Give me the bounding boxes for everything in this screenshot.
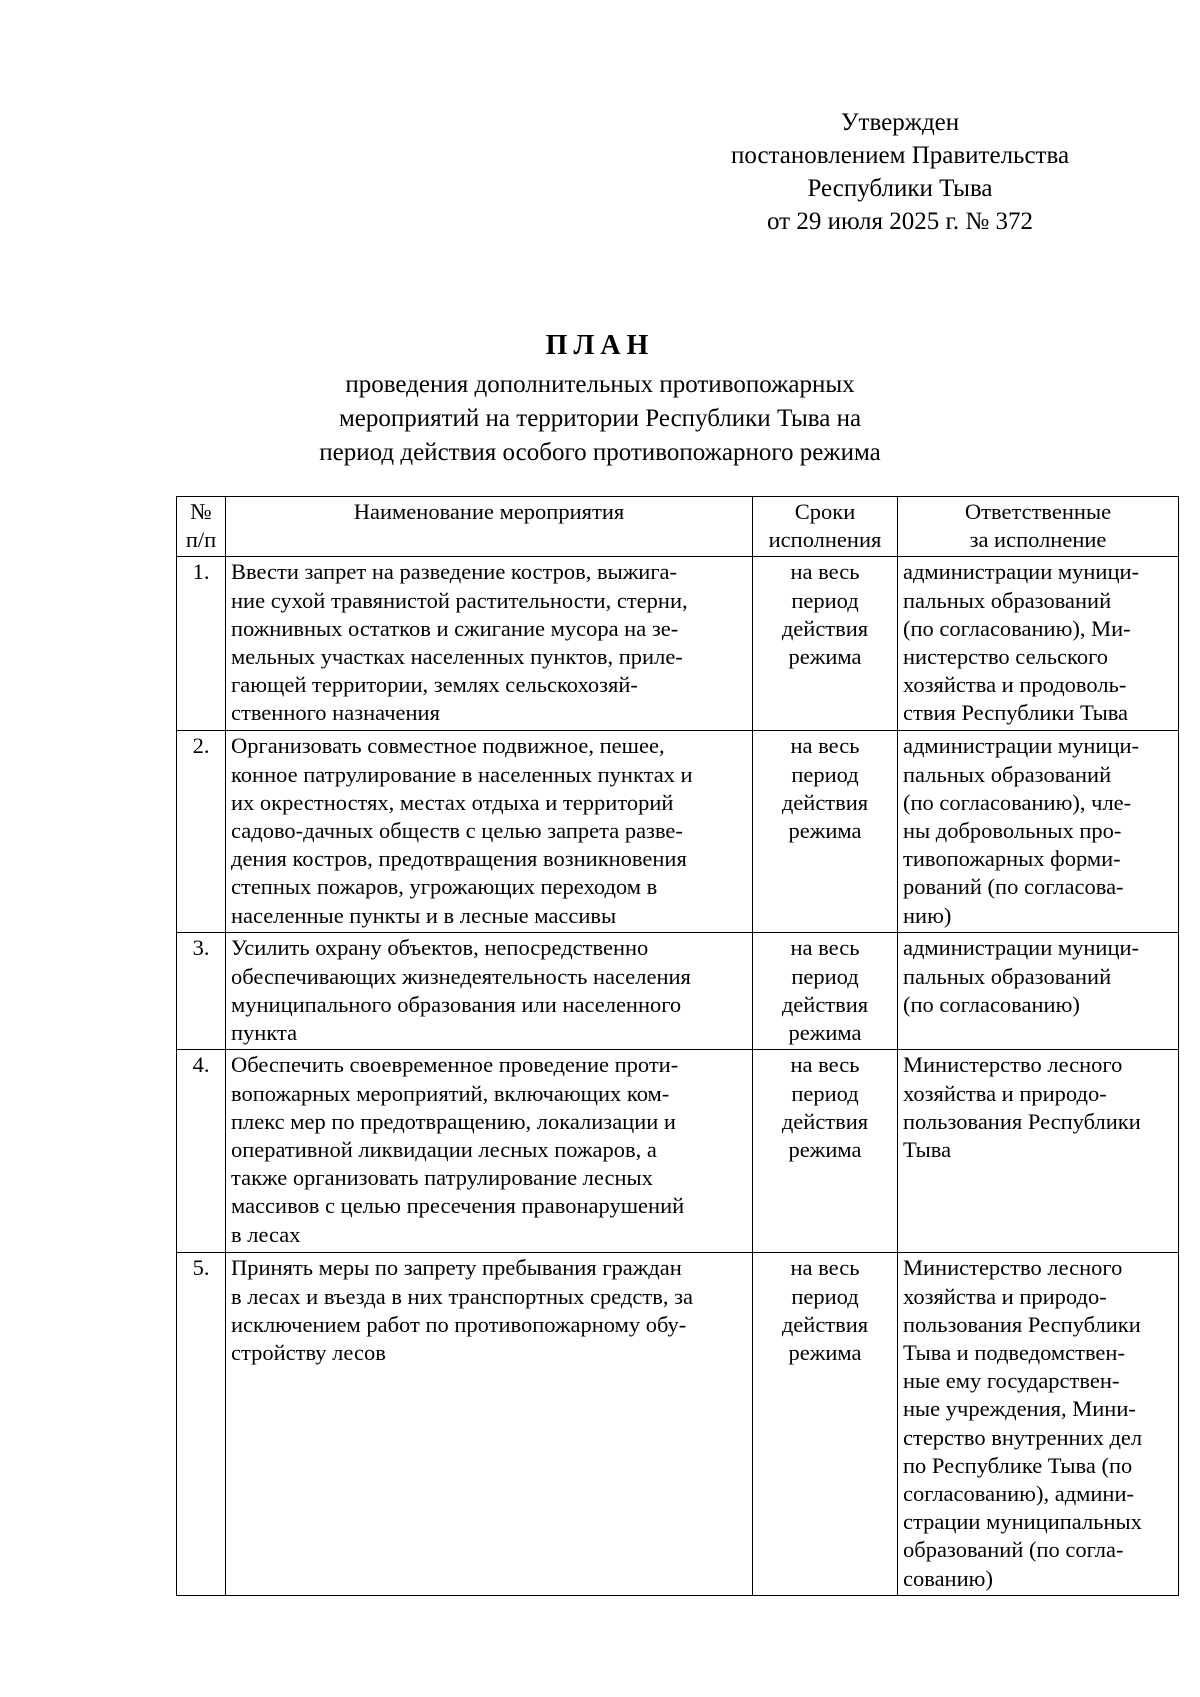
cell-line: Ответственные — [964, 499, 1112, 524]
cell-line: ные ему государствен- — [903, 1368, 1120, 1394]
header-name — [226, 497, 753, 557]
cell-line: период — [791, 587, 859, 613]
cell-line: обеспечивающих жизнедеятельность населения — [231, 963, 691, 989]
cell-line: Обеспечить своевременное проведение проти- — [231, 1052, 679, 1078]
cell-line: действия — [781, 1311, 869, 1337]
cell-line: дения костров, предотвращения возникновения — [231, 846, 687, 872]
cell-line: оперативной ликвидации лесных пожаров, а — [231, 1137, 657, 1163]
measure-term — [753, 1050, 898, 1253]
cell-line: режима — [788, 644, 862, 670]
table-row — [177, 933, 1179, 1050]
cell-line: администрации муници- — [903, 733, 1140, 759]
approval-line: Утвержден — [840, 109, 960, 136]
row-number: 2. — [177, 731, 226, 933]
cell-line: режима — [788, 1137, 862, 1163]
cell-line: действия — [781, 1108, 869, 1134]
cell-line: в лесах — [231, 1221, 301, 1247]
cell-line: ние сухой травянистой растительности, стерни, — [231, 587, 688, 613]
cell-line: Наименование мероприятия — [353, 499, 625, 524]
cell-line: хозяйства и продоволь- — [903, 672, 1127, 698]
table-row — [177, 557, 1179, 731]
header-responsible — [898, 497, 1179, 557]
cell-line: по Республике Тыва (по — [903, 1452, 1133, 1478]
cell-line: режима — [788, 1340, 862, 1366]
measure-term — [753, 933, 898, 1050]
cell-line: период — [791, 1080, 859, 1106]
cell-line: на весь — [790, 935, 860, 961]
cell-line: Сроки — [794, 499, 856, 524]
measure-name — [226, 1050, 753, 1253]
cell-line: Усилить охрану объектов, непосредственно — [231, 935, 649, 961]
document-subtitle — [0, 368, 1200, 470]
cell-line: на весь — [790, 1052, 860, 1078]
cell-line: гающей территории, землях сельскохозяй- — [231, 672, 638, 698]
subtitle-line: проведения дополнительных противопожарных — [345, 371, 855, 398]
approval-stamp — [690, 106, 1110, 238]
cell-line: нистерство сельского — [903, 644, 1108, 670]
cell-line: администрации муници- — [903, 935, 1140, 961]
measure-responsible — [898, 1253, 1179, 1596]
cell-line: ствия Республики Тыва — [903, 700, 1129, 726]
cell-line: пальных образований — [903, 761, 1112, 787]
cell-line: действия — [781, 789, 869, 815]
table-header-row — [177, 497, 1179, 557]
cell-line: период — [791, 761, 859, 787]
header-num — [177, 497, 226, 557]
cell-line: режима — [788, 1020, 862, 1046]
cell-line: администрации муници- — [903, 559, 1140, 585]
measure-term — [753, 1253, 898, 1596]
cell-line: на весь — [790, 1255, 860, 1281]
cell-line: (по согласованию), чле- — [903, 789, 1132, 815]
cell-line: пункта — [231, 1020, 298, 1046]
measure-name — [226, 933, 753, 1050]
cell-line: сованию) — [903, 1565, 993, 1591]
cell-line: населенные пункты и в лесные массивы — [231, 902, 617, 928]
cell-line: пользования Республики — [903, 1311, 1141, 1337]
cell-line: за исполнение — [969, 527, 1107, 553]
cell-line: также организовать патрулирование лесных — [231, 1165, 653, 1191]
measure-responsible — [898, 1050, 1179, 1253]
cell-line: (по согласованию) — [903, 991, 1080, 1017]
cell-line: садово-дачных обществ с целью запрета разве- — [231, 818, 683, 844]
cell-line: образований (по согла- — [903, 1537, 1124, 1563]
measure-term — [753, 557, 898, 731]
cell-line: их окрестностях, местах отдыха и территорий — [231, 789, 674, 815]
plan-table — [176, 496, 1179, 1596]
cell-line: ны добровольных про- — [903, 818, 1122, 844]
cell-line: п/п — [185, 527, 217, 553]
cell-line: Министерство лесного — [903, 1052, 1123, 1078]
header-term — [753, 497, 898, 557]
cell-line: стройству лесов — [231, 1340, 386, 1366]
cell-line: плекс мер по предотвращению, локализации и — [231, 1108, 676, 1134]
cell-line: Тыва и подведомствен- — [903, 1340, 1125, 1366]
cell-line: Организовать совместное подвижное, пешее, — [231, 733, 665, 759]
cell-line: стерство внутренних дел — [903, 1424, 1143, 1450]
subtitle-line: период действия особого противопожарного режима — [319, 439, 881, 466]
subtitle-line: мероприятий на территории Республики Тыва на — [338, 405, 862, 432]
approval-line: постановлением Правительства — [730, 142, 1070, 169]
cell-line: в лесах и въезда в них транспортных средств, за — [231, 1283, 693, 1309]
approval-line: Республики Тыва — [807, 175, 993, 202]
measure-name — [226, 731, 753, 933]
cell-line: согласованию), админи- — [903, 1481, 1135, 1507]
cell-line: исключением работ по противопожарному обу- — [231, 1311, 687, 1337]
cell-line: мельных участках населенных пунктов, приле- — [231, 644, 683, 670]
measure-responsible — [898, 933, 1179, 1050]
cell-line: режима — [788, 818, 862, 844]
approval-date: от 29 июля 2025 г. № 372 — [766, 208, 1034, 235]
cell-line: на весь — [790, 559, 860, 585]
cell-line: тивопожарных форми- — [903, 846, 1121, 872]
measure-responsible — [898, 557, 1179, 731]
cell-line: пожнивных остатков и сжигание мусора на зе- — [231, 615, 679, 641]
measure-name — [226, 557, 753, 731]
cell-line: страции муниципальных — [903, 1509, 1142, 1535]
cell-line: пользования Республики — [903, 1108, 1141, 1134]
cell-line: Тыва — [903, 1137, 952, 1163]
row-number: 1. — [177, 557, 226, 731]
cell-line: хозяйства и природо- — [903, 1080, 1107, 1106]
table-row — [177, 731, 1179, 933]
cell-line: рований (по согласова- — [903, 874, 1124, 900]
cell-line: нию) — [903, 902, 952, 928]
cell-line: № — [190, 499, 212, 524]
cell-line: действия — [781, 615, 869, 641]
cell-line: на весь — [790, 733, 860, 759]
cell-line: действия — [781, 991, 869, 1017]
cell-line: (по согласованию), Ми- — [903, 615, 1131, 641]
cell-line: период — [791, 963, 859, 989]
cell-line: исполнения — [768, 527, 882, 553]
cell-line: пальных образований — [903, 587, 1112, 613]
table-row — [177, 1253, 1179, 1596]
row-number: 3. — [177, 933, 226, 1050]
cell-line: конное патрулирование в населенных пунктах и — [231, 761, 693, 787]
document-title: ПЛАН — [545, 330, 655, 361]
row-number: 4. — [177, 1050, 226, 1253]
cell-line: ные учреждения, Мини- — [903, 1396, 1136, 1422]
row-number: 5. — [177, 1253, 226, 1596]
cell-line: Ввести запрет на разведение костров, выжига- — [231, 559, 678, 585]
measure-term — [753, 731, 898, 933]
cell-line: степных пожаров, угрожающих переходом в — [231, 874, 658, 900]
cell-line: массивов с целью пресечения правонарушений — [231, 1193, 685, 1219]
cell-line: вопожарных мероприятий, включающих ком- — [231, 1080, 670, 1106]
measure-name — [226, 1253, 753, 1596]
cell-line: муниципального образования или населенного — [231, 991, 682, 1017]
cell-line: хозяйства и природо- — [903, 1283, 1107, 1309]
measure-responsible — [898, 731, 1179, 933]
cell-line: пальных образований — [903, 963, 1112, 989]
cell-line: Министерство лесного — [903, 1255, 1123, 1281]
cell-line: Принять меры по запрету пребывания граждан — [231, 1255, 682, 1281]
cell-line: ственного назначения — [231, 700, 440, 726]
cell-line: период — [791, 1283, 859, 1309]
table-row — [177, 1050, 1179, 1253]
